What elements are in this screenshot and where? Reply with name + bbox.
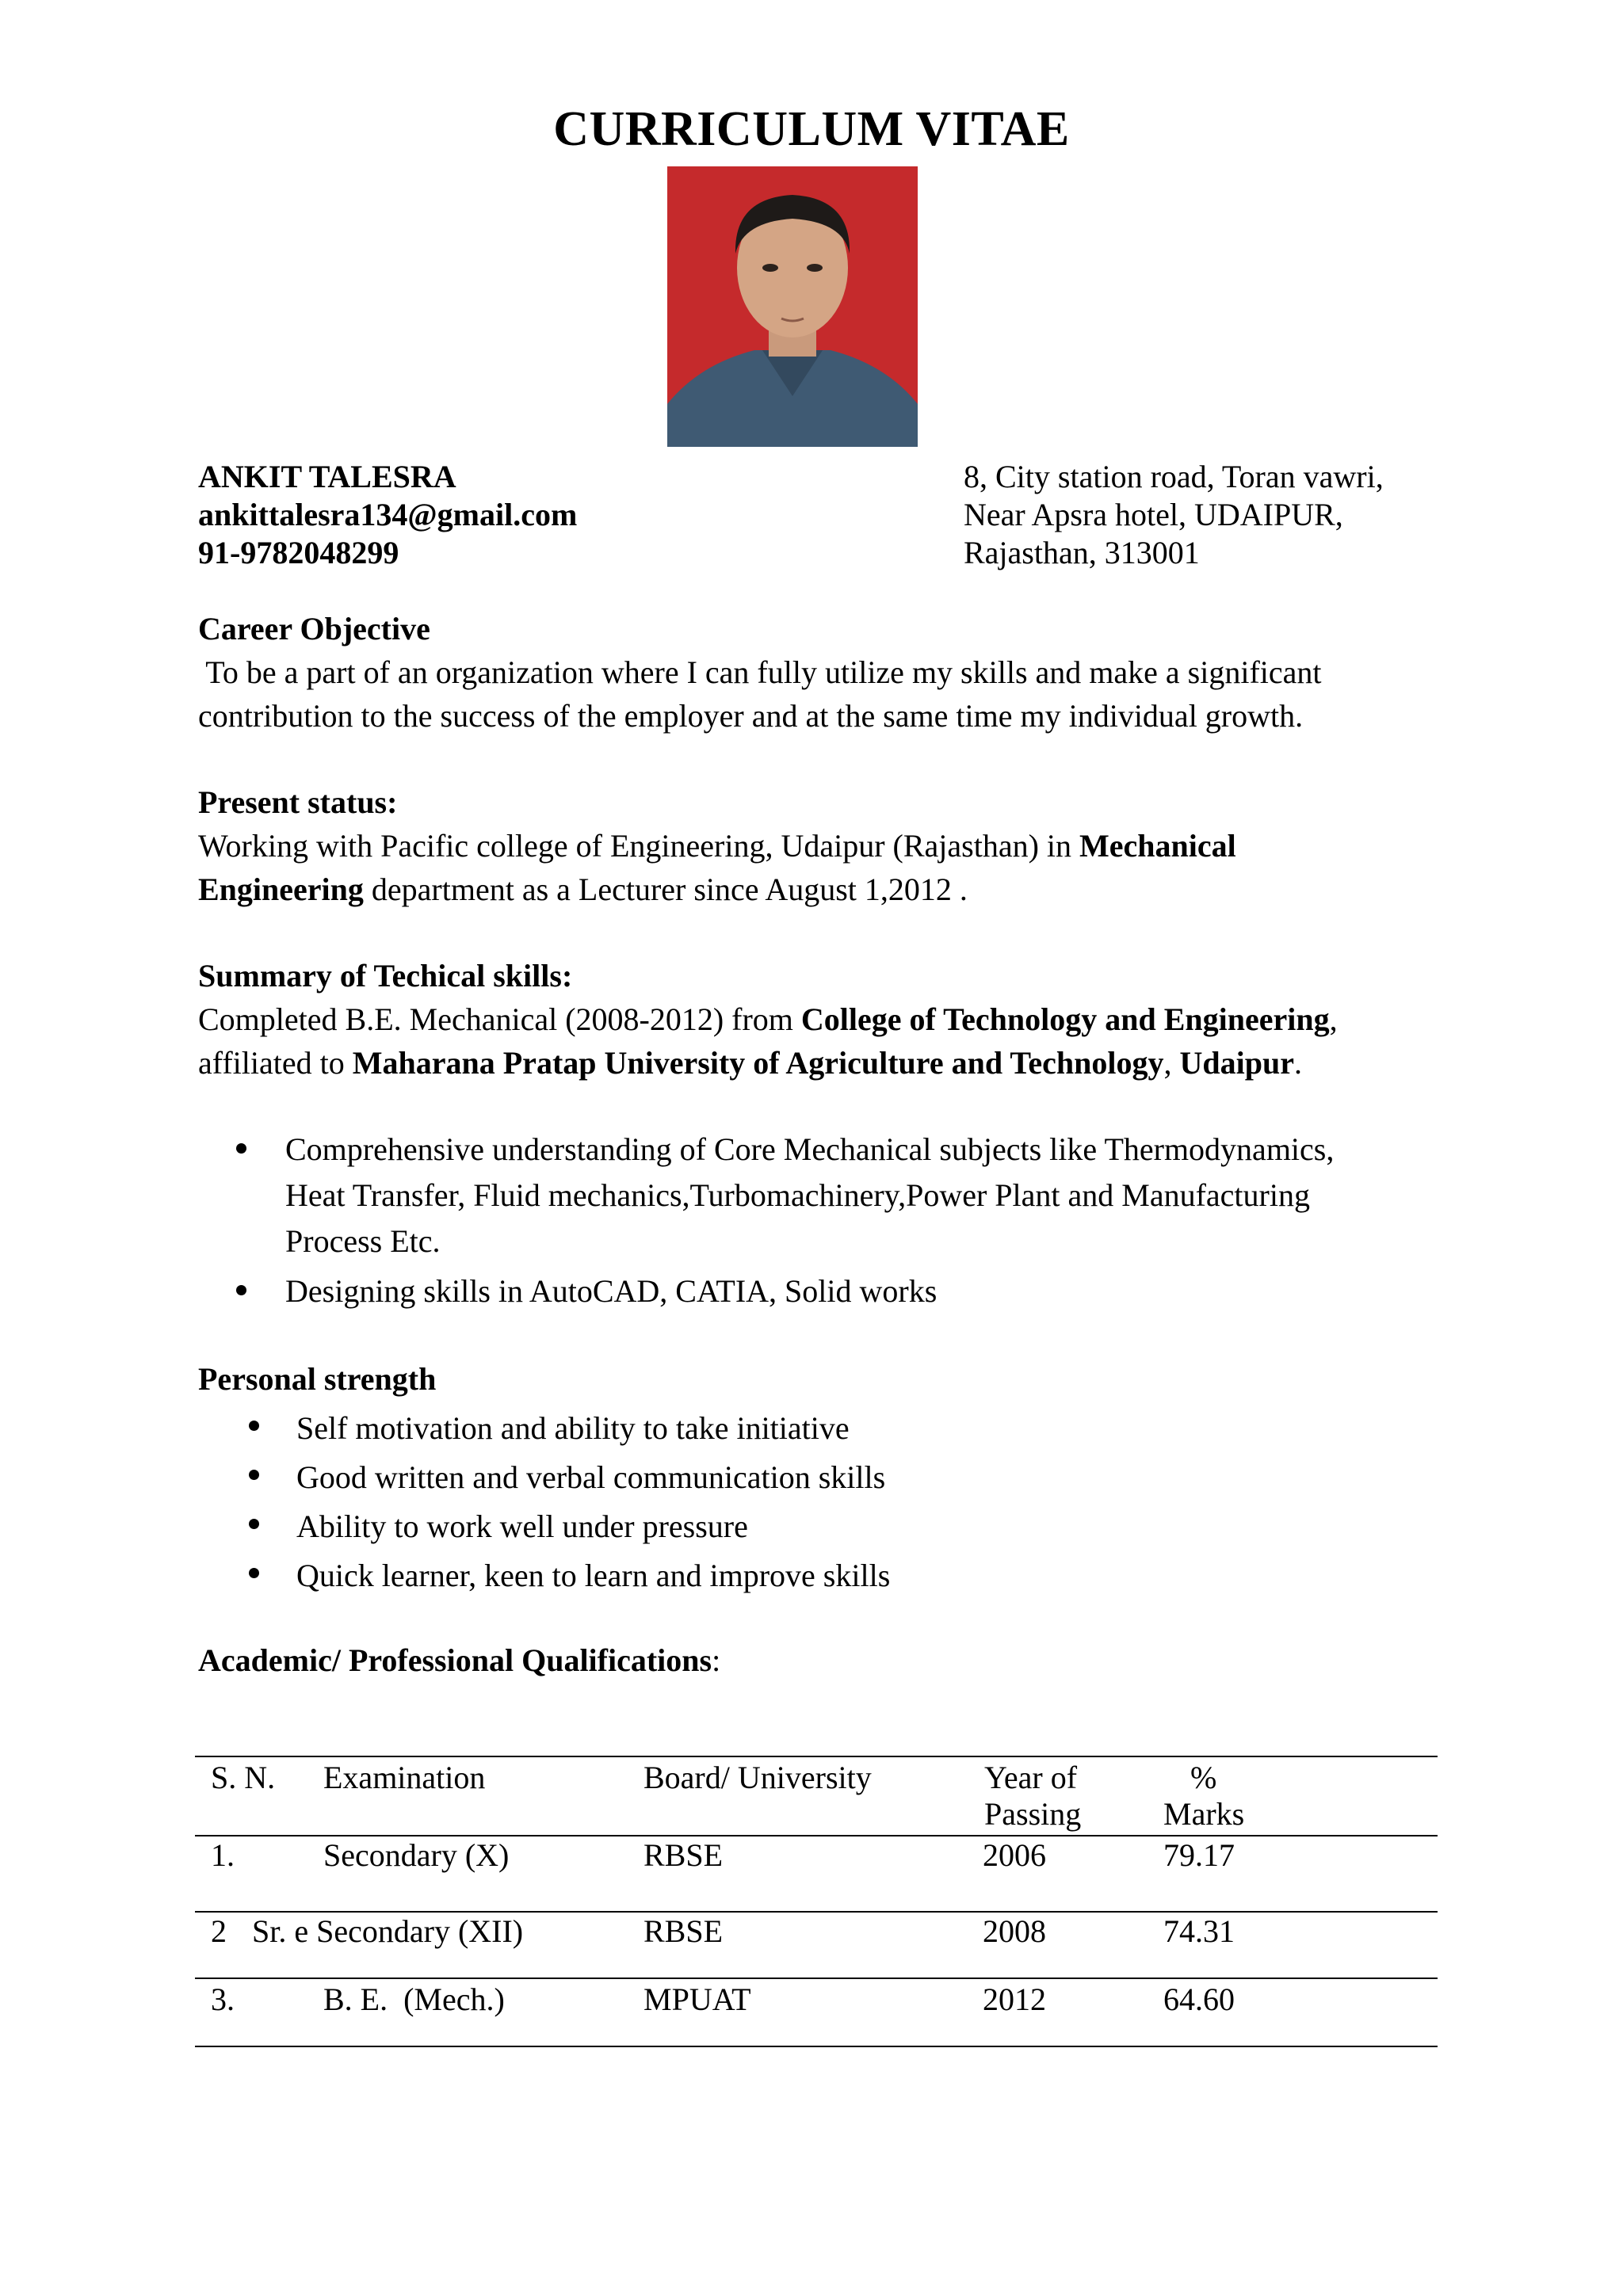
list-item: Comprehensive understanding of Core Mechanical subjects like Thermodynamics, Heat Transfer, Fluid mechanics,Turbomachinery,Power Plant and Manufacturing Process Etc. <box>198 1127 1434 1264</box>
personal-strength-heading: Personal strength <box>198 1361 437 1397</box>
bullet-icon <box>249 1470 259 1480</box>
career-objective-line: To be a part of an organization where I can fully utilize my skills and make a significant <box>198 654 1322 690</box>
table-cell: RBSE <box>643 1913 724 1949</box>
address-block <box>964 458 1384 572</box>
table-cell: 2012 <box>983 1981 1046 2017</box>
table-cell: 3. <box>211 1981 235 2017</box>
header-year: Passing <box>984 1796 1082 1832</box>
table-cell: Sr. e Secondary (XII) <box>252 1913 524 1949</box>
table-cell: B. E. (Mech.) <box>323 1981 505 2017</box>
qualifications-heading: Academic/ Professional Qualifications: <box>198 1642 721 1678</box>
address-line: 8, City station road, Toran vawri, <box>964 459 1384 494</box>
list-item: Ability to work well under pressure <box>198 1502 1434 1551</box>
present-status-line: Working with Pacific college of Engineering, Udaipur (Rajasthan) in Mechanical <box>198 828 1236 864</box>
header-marks: % <box>1190 1760 1217 1795</box>
career-objective-section <box>198 607 1434 738</box>
table-cell: Secondary (X) <box>323 1837 510 1873</box>
table-cell: 2 <box>211 1913 227 1949</box>
profile-photo <box>667 166 918 447</box>
list-item: Designing skills in AutoCAD, CATIA, Solid works <box>198 1268 1434 1314</box>
email-text: ankittalesra134@gmail.com <box>198 497 578 532</box>
technical-skills-section <box>198 954 1434 1085</box>
present-status-line: Engineering department as a Lecturer since August 1,2012 . <box>198 871 968 907</box>
technical-skills-heading: Summary of Techical skills: <box>198 958 573 994</box>
table-cell: 1. <box>211 1837 235 1873</box>
career-objective-heading: Career Objective <box>198 611 430 646</box>
header-exam: Examination <box>323 1760 486 1795</box>
table-cell: 74.31 <box>1163 1913 1235 1949</box>
header-marks: Marks <box>1163 1796 1245 1832</box>
header-board: Board/ University <box>643 1760 872 1795</box>
table-cell: 2008 <box>983 1913 1046 1949</box>
skills-list <box>198 1127 1434 1318</box>
bullet-icon <box>249 1519 259 1529</box>
phone-text: 91-9782048299 <box>198 535 399 570</box>
address-line: Near Apsra hotel, UDAIPUR, <box>964 497 1343 532</box>
candidate-name: ANKIT TALESRA <box>198 459 456 494</box>
technical-skills-line: Completed B.E. Mechanical (2008-2012) from College of Technology and Engineering, <box>198 1001 1338 1037</box>
page-title: CURRICULUM VITAE <box>553 102 1070 156</box>
contact-block <box>198 458 577 572</box>
list-item: Quick learner, keen to learn and improve skills <box>198 1551 1434 1600</box>
list-item: Good written and verbal communication skills <box>198 1453 1434 1502</box>
career-objective-line: contribution to the success of the employer and at the same time my individual growth. <box>198 698 1304 734</box>
present-status-section <box>198 780 1434 911</box>
portrait-image <box>667 166 918 447</box>
header-year: Year of <box>984 1760 1078 1795</box>
technical-skills-line: affiliated to Maharana Pratap University of Agriculture and Technology, Udaipur. <box>198 1045 1302 1081</box>
table-rule <box>195 1756 1438 1757</box>
present-status-heading: Present status: <box>198 784 398 820</box>
list-item: Self motivation and ability to take initiative <box>198 1404 1434 1453</box>
table-cell: RBSE <box>643 1837 724 1873</box>
table-cell: MPUAT <box>643 1981 751 2017</box>
bullet-icon <box>236 1143 246 1154</box>
bullet-icon <box>249 1421 259 1431</box>
table-cell: 79.17 <box>1163 1837 1235 1873</box>
table-cell: 64.60 <box>1163 1981 1235 2017</box>
bullet-icon <box>249 1568 259 1578</box>
address-line: Rajasthan, 313001 <box>964 535 1200 570</box>
table-rule <box>195 1978 1438 1979</box>
table-cell: 2006 <box>983 1837 1046 1873</box>
table-rule <box>195 2046 1438 2047</box>
bullet-icon <box>236 1285 246 1295</box>
personal-strength-section <box>198 1355 1434 1600</box>
header-sn: S. N. <box>211 1760 276 1795</box>
